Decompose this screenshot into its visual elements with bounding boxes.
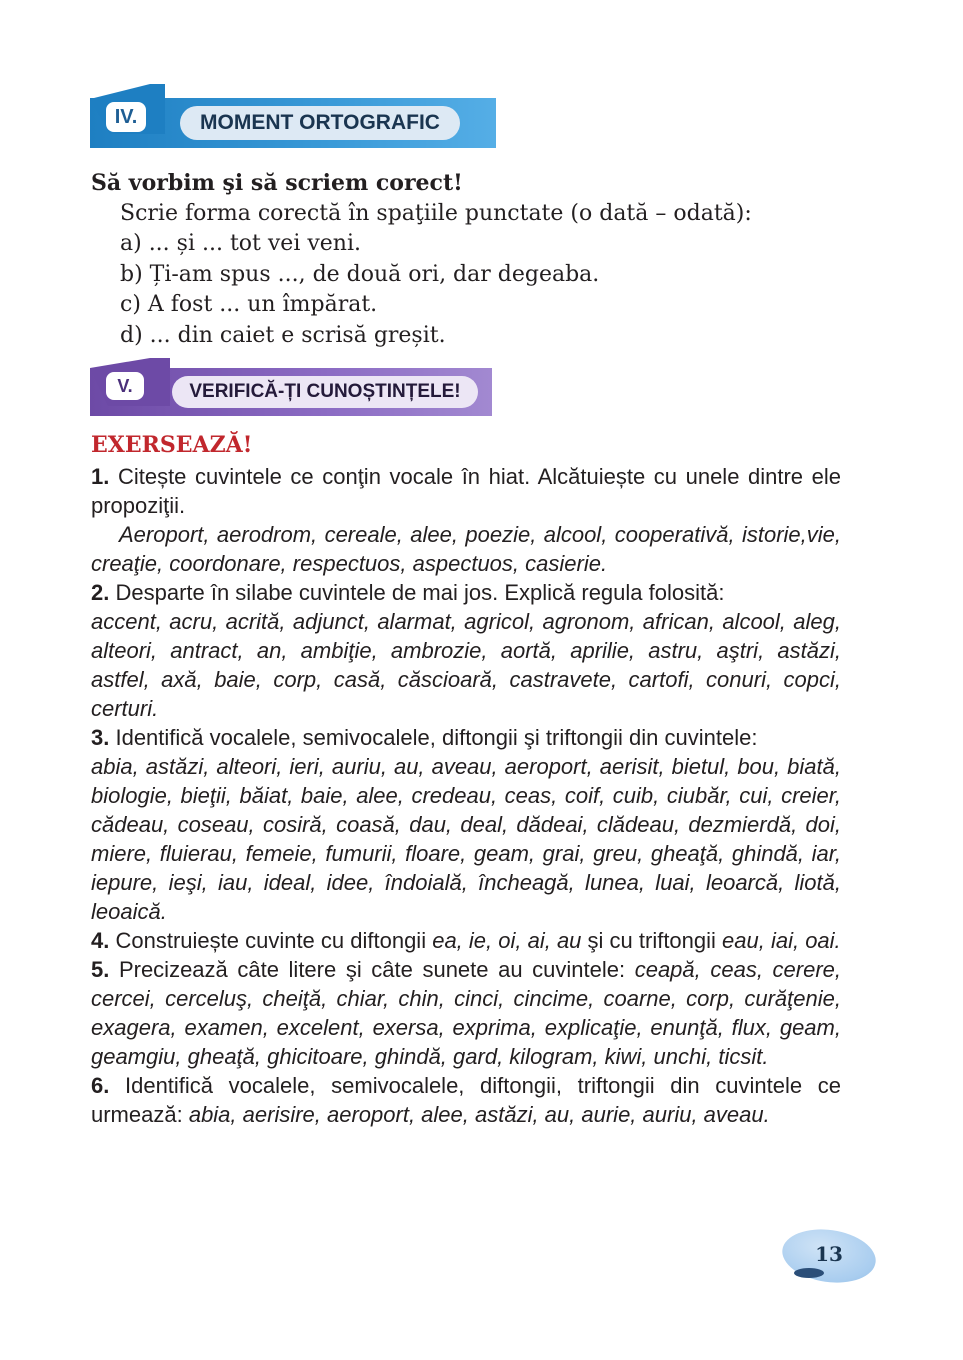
page-badge-shadow [794,1268,824,1278]
exercise-3 [91,723,841,752]
exercise-number: 4. [91,928,110,953]
exercise-number: 1. [91,464,110,489]
list-item: d) ... din caiet e scrisă greșit. [120,322,446,348]
exercise-number: 6. [91,1073,110,1098]
exercise-text: Identifică vocalele, semivocalele, diftongii şi triftongii din cuvintele: [109,725,758,750]
exercise-text: Identifică vocalele, semivocalele, diftongii, triftongii din cuvintele ce urmează: [91,1073,841,1127]
section-moment-ortografic [91,168,851,351]
exercise-text: Construiește cuvinte cu diftongii [109,928,433,953]
exercise-number: 5. [91,957,110,982]
section-title: MOMENT ORTOGRAFIC [180,106,460,140]
exercise-text: Desparte în silabe cuvintele de mai jos. Explică regula folosită: [109,580,725,605]
section-numeral: IV. [106,102,146,132]
list-item: a) ... și ... tot vei veni. [120,231,362,256]
exercise-words: abia, aerisire, aeroport, alee, astăzi, au, aurie, auriu, aveau. [188,1102,770,1127]
exercise-5 [91,955,841,1071]
section-title: VERIFICĂ-ȚI CUNOȘTINȚELE! [172,376,478,408]
exercise-1 [91,462,841,520]
exercise-number: 2. [91,580,110,605]
exercise-text: şi cu triftongii [581,928,723,953]
section-banner-verifica [90,358,492,418]
section-heading: Să vorbim şi să scriem corect! [91,170,463,196]
exercise-text: Citește cuvintele ce conţin vocale în hiat. Alcătuiește cu unele dintre ele propoziţii. [91,464,841,518]
exercise-words: eau, iai, oai. [722,928,841,953]
exercises-heading: EXERSEAZĂ! [91,432,253,458]
list-item: b) Ți-am spus ..., de două ori, dar degeaba. [120,261,600,287]
page-number: 13 [815,1242,843,1266]
exercise-text: Precizează câte litere şi câte sunete au cuvintele: [109,957,635,982]
exercise-number: 3. [91,725,110,750]
exercise-6 [91,1071,841,1129]
exercise-4 [91,926,841,955]
exercise-2-words: accent, acru, acrită, adjunct, alarmat, agricol, agronom, african, alcool, aleg, alteori, antract, an, ambiţie, ambrozie, aortă, aprilie, astru, aştri, astăzi, astfel, axă, baie, corp, casă, căscioară, castravete, cartofi, conuri, copci, certuri. [91,609,841,721]
exercise-2 [91,578,841,607]
exercise-3-words: abia, astăzi, alteori, ieri, auriu, au, aveau, aeroport, aerisit, bietul, bou, biată, biologie, bieţii, băiat, baie, alee, credeau, ceas, coif, cuib, ciubăr, cui, creier, cădeau, coseau, cosiră, coasă, dau, deal, dădeai, clădeau, dezmierdă, doi, miere, fluierau, femeie, fumurii, floare, geam, grai, greu, gheaţă, ghindă, iar, iepure, ieşi, iau, ideal, idee, îndoială, încheagă, lunea, luai, leoarcă, liotă, leoaică. [91,754,841,924]
section-numeral: V. [106,372,144,400]
exercise-1-words: Aeroport, aerodrom, cereale, alee, poezie, alcool, cooperativă, istorie,vie, creaţie, coordonare, respectuos, aspectuos, casierie. [91,522,841,576]
page-number-badge [782,1230,876,1284]
list-item: c) A fost ... un împărat. [120,292,378,317]
exercise-list [91,462,841,1129]
exercise-words: ceapă, ceas, cerere, cercei, cerceluş, cheiţă, chiar, chin, cinci, cincime, coarne, corp, curăţenie, exagera, examen, excelent, exersa, exprima, explicaţie, enunţă, flux, geam, geamgiu, gheaţă, ghicitoare, ghindă, gard, kilogram, kiwi, unchi, ticsit. [91,957,841,1069]
instruction-text: Scrie forma corectă în spaţiile punctate (o dată – odată): [120,200,752,226]
exercise-words: ea, ie, oi, ai, au [432,928,582,953]
section-banner-moment-ortografic [90,84,496,150]
